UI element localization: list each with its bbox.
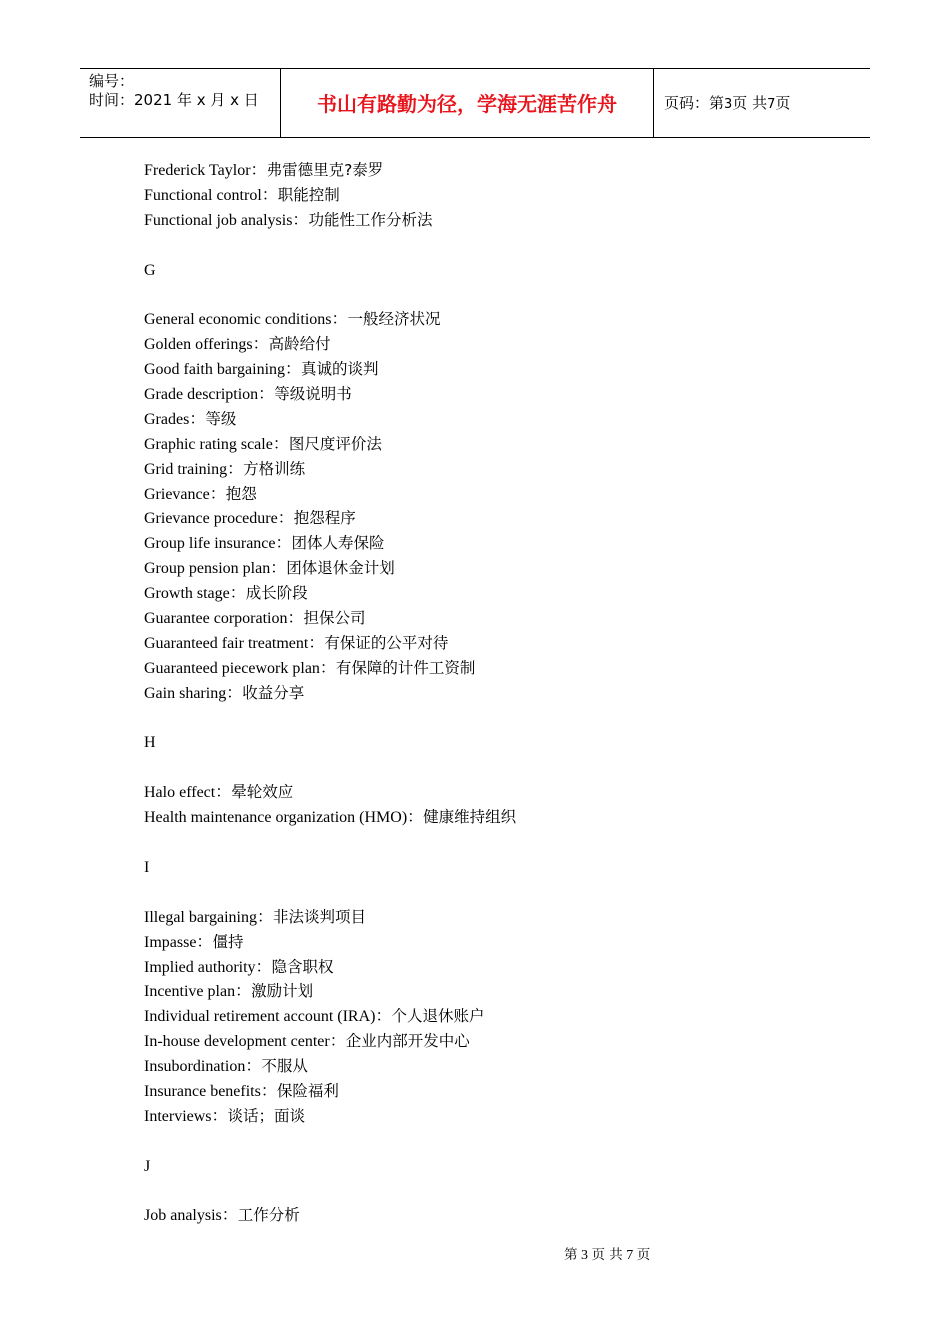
- header-page-suffix: 页: [775, 94, 791, 112]
- entry-term: Graphic rating scale：: [144, 435, 289, 453]
- glossary-entry: [144, 681, 844, 706]
- glossary-entry: [144, 1104, 844, 1129]
- entry-translation: 方格训练: [243, 459, 306, 478]
- entry-term: Guarantee corporation：: [144, 610, 304, 628]
- entry-translation: 职能控制: [277, 185, 340, 204]
- entry-term: General economic conditions：: [144, 311, 348, 329]
- glossary-entry: [144, 183, 844, 208]
- glossary-entry: [144, 780, 844, 805]
- header-motto: 书山有路勤为径，学海无涯苦作舟: [317, 92, 617, 116]
- glossary-entry: [144, 905, 844, 930]
- entry-translation: 等级说明书: [274, 385, 352, 404]
- entry-term: Health maintenance organization (HMO)：: [144, 809, 424, 827]
- glossary-entry: [144, 531, 844, 556]
- glossary-list: [144, 158, 844, 1228]
- entry-translation: 健康维持组织: [423, 808, 517, 827]
- glossary-entry: [144, 1054, 844, 1079]
- blank-line: [144, 755, 844, 780]
- glossary-entry: [144, 332, 844, 357]
- entry-translation: 谈话；面谈: [227, 1106, 306, 1125]
- section-letter: [144, 258, 844, 283]
- entry-term: H: [144, 734, 156, 752]
- entry-translation: 担保公司: [303, 609, 366, 628]
- header-page-prefix: 页码：第: [664, 94, 725, 112]
- entry-term: Impasse：: [144, 933, 213, 951]
- entry-translation: 工作分析: [237, 1206, 300, 1225]
- entry-translation: 抱怨: [225, 484, 257, 503]
- glossary-entry: [144, 606, 844, 631]
- entry-term: Good faith bargaining：: [144, 361, 302, 379]
- glossary-entry: [144, 1203, 844, 1228]
- glossary-entry: [144, 805, 844, 830]
- footer-suffix: 页: [636, 1247, 651, 1263]
- entry-term: I: [144, 858, 150, 876]
- entry-term: Interviews：: [144, 1107, 228, 1125]
- glossary-entry: [144, 432, 844, 457]
- glossary-entry: [144, 407, 844, 432]
- glossary-entry: [144, 1004, 844, 1029]
- header-page-current: 3: [724, 97, 733, 112]
- glossary-entry: [144, 656, 844, 681]
- entry-translation: 个人退休账户: [391, 1007, 485, 1026]
- entry-term: Halo effect：: [144, 784, 232, 802]
- glossary-entry: [144, 556, 844, 581]
- entry-translation: 收益分享: [242, 683, 305, 702]
- entry-translation: 有保障的计件工资制: [335, 658, 476, 677]
- blank-line: [144, 233, 844, 258]
- entry-term: Guaranteed fair treatment：: [144, 634, 325, 652]
- entry-term: Grievance procedure：: [144, 510, 294, 528]
- footer-page-current: 3: [581, 1248, 588, 1263]
- header-motto-cell: [281, 69, 654, 137]
- footer-mid: 页 共: [591, 1247, 623, 1263]
- entry-translation: 企业内部开发中心: [345, 1032, 470, 1051]
- entry-translation: 团体人寿保险: [291, 534, 385, 553]
- entry-term: Group life insurance：: [144, 535, 292, 553]
- glossary-entry: [144, 357, 844, 382]
- entry-term: Functional job analysis：: [144, 211, 309, 229]
- entry-translation: 激励计划: [251, 982, 314, 1001]
- entry-translation: 保险福利: [276, 1081, 339, 1100]
- glossary-entry: [144, 382, 844, 407]
- document-time-label: 时间：2021 年 x 月 x 日: [89, 91, 259, 109]
- glossary-entry: [144, 581, 844, 606]
- entry-term: Gain sharing：: [144, 684, 243, 702]
- footer-page-total: 7: [626, 1248, 634, 1263]
- glossary-entry: [144, 930, 844, 955]
- entry-term: In-house development center：: [144, 1033, 346, 1051]
- header-page-mid: 页 共: [732, 94, 768, 112]
- entry-term: J: [144, 1157, 151, 1175]
- entry-translation: 成长阶段: [245, 584, 308, 603]
- entry-term: Job analysis：: [144, 1207, 238, 1225]
- glossary-entry: [144, 307, 844, 332]
- blank-line: [144, 1179, 844, 1204]
- entry-term: Grievance：: [144, 485, 226, 503]
- header-page-total: 7: [767, 97, 776, 112]
- footer-prefix: 第: [564, 1247, 578, 1263]
- header-page-info: [664, 94, 790, 114]
- entry-term: Illegal bargaining：: [144, 908, 274, 926]
- entry-translation: 僵持: [212, 932, 244, 951]
- entry-term: Insubordination：: [144, 1058, 262, 1076]
- entry-term: Golden offerings：: [144, 336, 269, 354]
- entry-translation: 有保证的公平对待: [324, 633, 449, 652]
- entry-translation: 非法谈判项目: [273, 907, 367, 926]
- entry-translation: 晕轮效应: [231, 783, 294, 802]
- entry-term: Grade description：: [144, 386, 275, 404]
- entry-term: Growth stage：: [144, 585, 246, 603]
- glossary-entry: [144, 482, 844, 507]
- entry-translation: 功能性工作分析法: [308, 210, 433, 229]
- glossary-entry: [144, 208, 844, 233]
- blank-line: [144, 830, 844, 855]
- entry-term: Implied authority：: [144, 958, 272, 976]
- blank-line: [144, 1129, 844, 1154]
- section-letter: [144, 730, 844, 755]
- entry-translation: 隐含职权: [271, 957, 334, 976]
- header-page-cell: [654, 69, 870, 137]
- glossary-entry: [144, 506, 844, 531]
- entry-translation: 不服从: [261, 1057, 308, 1076]
- glossary-entry: [144, 955, 844, 980]
- entry-translation: 一般经济状况: [347, 310, 441, 329]
- blank-line: [144, 880, 844, 905]
- entry-term: Functional control：: [144, 186, 278, 204]
- entry-translation: 弗雷德里克?泰罗: [266, 161, 384, 179]
- entry-term: Group pension plan：: [144, 560, 287, 578]
- entry-translation: 图尺度评价法: [288, 434, 382, 453]
- entry-translation: 团体退休金计划: [286, 559, 395, 578]
- entry-translation: 真诚的谈判: [301, 360, 379, 379]
- entry-translation: 高龄给付: [268, 335, 331, 354]
- glossary-entry: [144, 979, 844, 1004]
- glossary-entry: [144, 1029, 844, 1054]
- entry-term: Insurance benefits：: [144, 1082, 277, 1100]
- glossary-entry: [144, 457, 844, 482]
- entry-translation: 等级: [205, 409, 237, 428]
- entry-term: Individual retirement account (IRA)：: [144, 1008, 392, 1026]
- entry-translation: 抱怨程序: [293, 509, 356, 528]
- glossary-entry: [144, 158, 844, 183]
- section-letter: [144, 855, 844, 880]
- blank-line: [144, 282, 844, 307]
- blank-line: [144, 706, 844, 731]
- header-info-cell: [80, 69, 281, 137]
- entry-term: Grades：: [144, 410, 206, 428]
- document-header: [80, 68, 870, 138]
- entry-term: Frederick Taylor：: [144, 162, 267, 179]
- entry-term: Guaranteed piecework plan：: [144, 659, 336, 677]
- document-number-label: 编号：: [89, 72, 135, 90]
- entry-term: Grid training：: [144, 460, 244, 478]
- glossary-entry: [144, 631, 844, 656]
- entry-term: G: [144, 261, 156, 279]
- page-footer: [564, 1246, 650, 1265]
- glossary-entry: [144, 1079, 844, 1104]
- section-letter: [144, 1154, 844, 1179]
- entry-term: Incentive plan：: [144, 983, 252, 1001]
